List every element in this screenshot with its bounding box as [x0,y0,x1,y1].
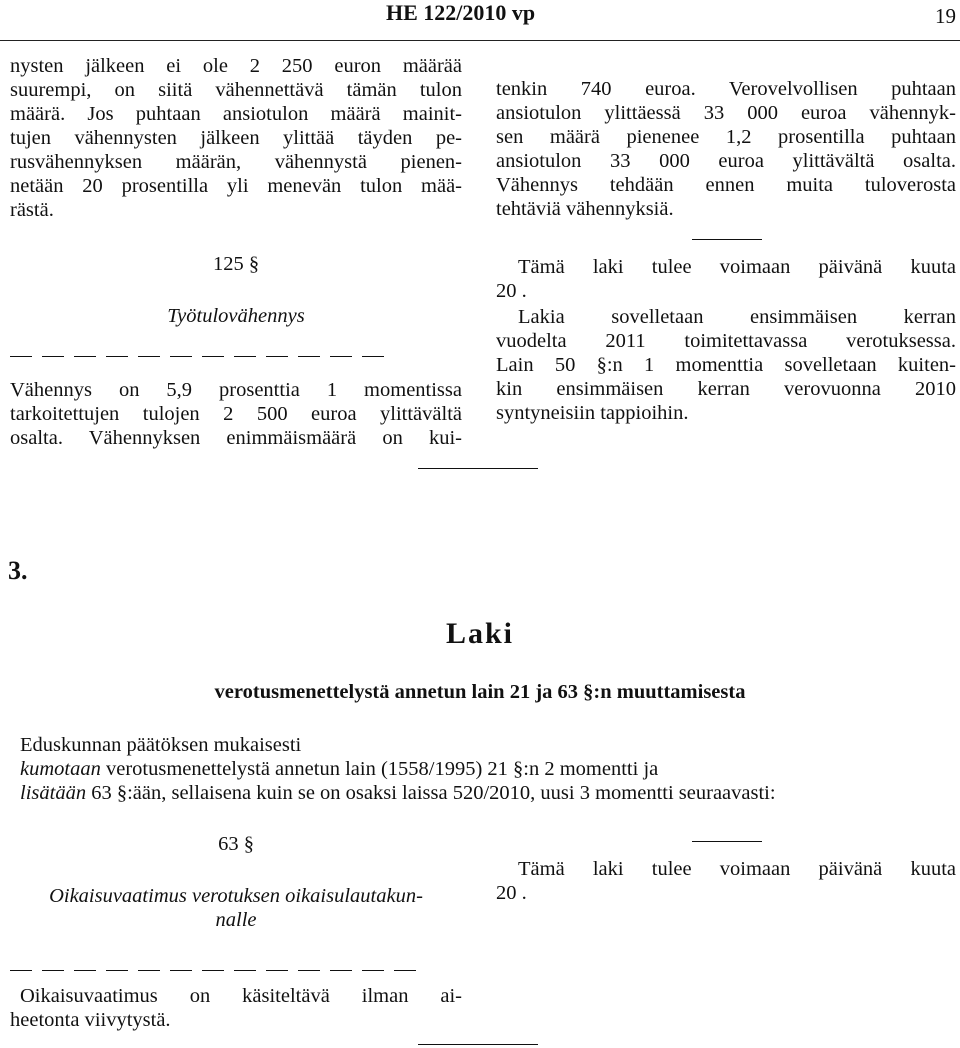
paragraph-line: tenkin 740 euroa. Verovelvollisen puhtaan [496,78,956,100]
repeal-verb: kumotaan [20,758,101,780]
entry-line: Tämä laki tulee voimaan päivänä kuuta [518,256,956,278]
paragraph-line: sen määrä pienenee 1,2 prosentilla puhtaan [496,126,956,148]
application-line: Lakia sovelletaan ensimmäisen kerran [518,306,956,328]
section-title: Työtulovähennys [167,305,305,327]
header-rule [0,40,960,41]
separator-rule [692,239,762,240]
law-number: 3. [8,556,28,585]
entry-line: 20 . [496,280,527,302]
add-verb: lisätään [20,782,87,804]
paragraph-line: suurempi, on siitä vähennettävä tämän tulon [10,79,462,101]
paragraph-line: ansiotulon ylittäessä 33 000 euroa vähennyk- [496,102,956,124]
separator-rule [692,841,762,842]
law-subtitle: verotusmenettelystä annetun lain 21 ja 63 §:n muuttamisesta [214,681,746,703]
section-title-line: nalle [215,909,257,931]
body-line: osalta. Vähennyksen enimmäismäärä on kui- [10,427,462,449]
dash-separator [10,356,384,357]
add-clause [20,781,776,805]
paragraph-line: ansiotulon 33 000 euroa ylittävältä osalta. [496,150,956,172]
paragraph-line: tujen vähennysten jälkeen ylittää täyden pe- [10,127,462,149]
section-number: 63 § [218,833,254,855]
repeal-text: verotusmenettelystä annetun lain (1558/1995) 21 §:n 2 momentti ja [100,758,659,780]
body-line: Oikaisuvaatimus on käsiteltävä ilman ai- [20,985,462,1007]
paragraph-line: rusvähennyksen määrän, vähennystä pienen- [10,151,462,173]
paragraph-line: tehtäviä vähennyksiä. [496,198,674,220]
body-line: Vähennys on 5,9 prosenttia 1 momentissa [10,379,462,401]
section-title-line: Oikaisuvaatimus verotuksen oikaisulautakun- [49,885,423,907]
page-number: 19 [935,4,956,28]
paragraph-line: Vähennys tehdään ennen muita tuloverosta [496,174,956,196]
application-line: syntyneisiin tappioihin. [496,402,689,424]
repeal-clause [20,757,658,781]
paragraph-line: määrä. Jos puhtaan ansiotulon määrä mainit- [10,103,462,125]
body-line: heetonta viivytystä. [10,1009,171,1031]
entry-line: 20 . [496,882,527,904]
application-line: Lain 50 §:n 1 momenttia sovelletaan kuiten- [496,354,956,376]
application-line: kin ensimmäisen kerran verovuonna 2010 [496,378,956,400]
law-title: Laki [445,617,515,650]
document-id: HE 122/2010 vp [386,0,536,25]
paragraph-line: netään 20 prosentilla yli menevän tulon mää- [10,175,462,197]
section-number: 125 § [212,253,260,275]
paragraph-line: rästä. [10,199,54,221]
preamble: Eduskunnan päätöksen mukaisesti [20,734,302,756]
column-end-rule [418,468,538,469]
add-text: 63 §:ään, sellaisena kuin se on osaksi laissa 520/2010, uusi 3 momentti seuraavasti: [86,782,776,804]
page-end-rule [418,1044,538,1045]
dash-separator [10,970,416,971]
application-line: vuodelta 2011 toimitettavassa verotuksessa. [496,330,956,352]
body-line: tarkoitettujen tulojen 2 500 euroa ylittävältä [10,403,462,425]
paragraph-line: nysten jälkeen ei ole 2 250 euron määrää [10,55,462,77]
entry-line: Tämä laki tulee voimaan päivänä kuuta [518,858,956,880]
